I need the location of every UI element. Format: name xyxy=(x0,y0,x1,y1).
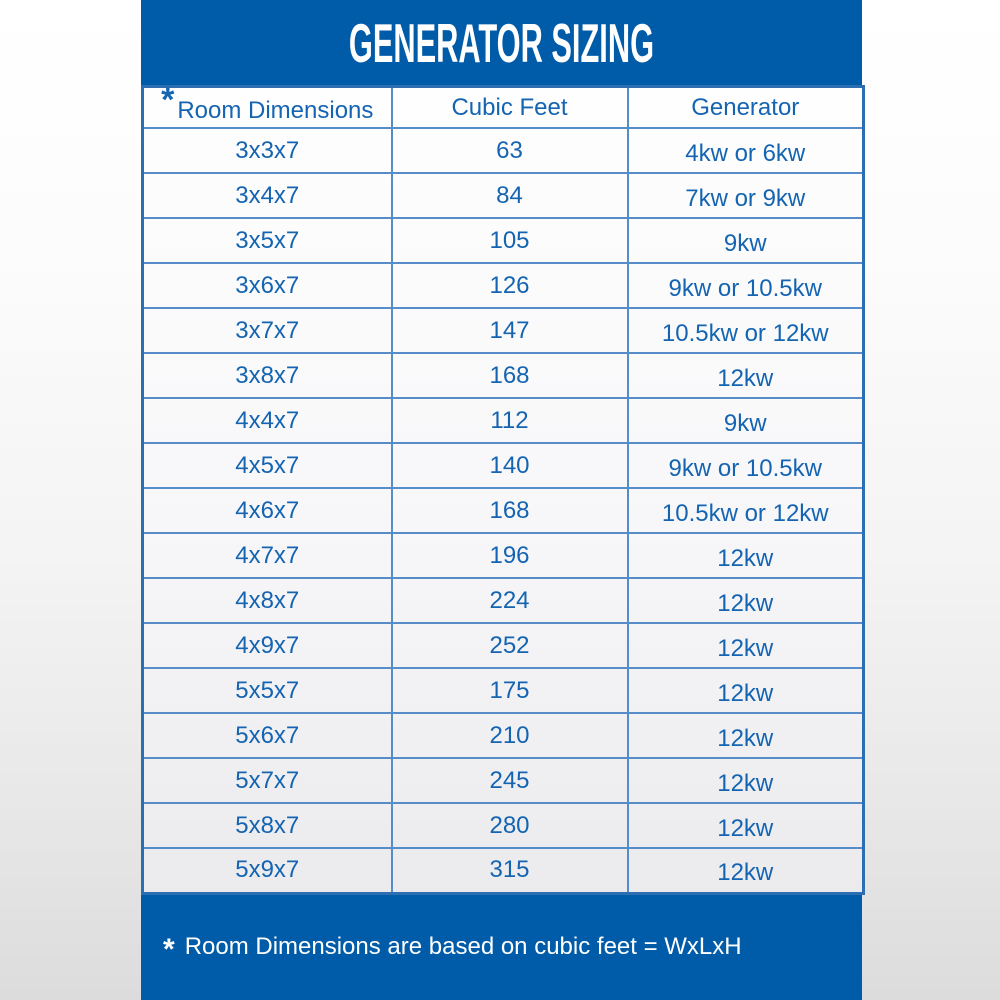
table-row xyxy=(143,128,864,173)
table-row xyxy=(143,623,864,668)
cell-room-dimensions: 4x7x7 xyxy=(143,533,392,578)
cell-cubic-feet: 175 xyxy=(392,668,628,713)
cell-room-dimensions: 4x5x7 xyxy=(143,443,392,488)
header-row xyxy=(143,87,864,129)
footnote-text: Room Dimensions are based on cubic feet = WxLxH xyxy=(184,932,742,960)
column-header-label: Room Dimensions xyxy=(177,97,374,124)
table-row xyxy=(143,533,864,578)
cell-generator: 12kw xyxy=(628,848,864,893)
cell-room-dimensions: 4x4x7 xyxy=(143,398,392,443)
cell-generator: 10.5kw or 12kw xyxy=(628,308,864,353)
cell-generator: 12kw xyxy=(628,803,864,848)
cell-cubic-feet: 196 xyxy=(392,533,628,578)
table-header xyxy=(143,81,864,129)
cell-cubic-feet: 147 xyxy=(392,308,628,353)
cell-generator: 12kw xyxy=(628,713,864,758)
cell-cubic-feet: 280 xyxy=(392,803,628,848)
cell-generator: 9kw xyxy=(628,398,864,443)
cell-cubic-feet: 252 xyxy=(392,623,628,668)
cell-generator: 12kw xyxy=(628,533,864,578)
table-row xyxy=(143,488,864,533)
cell-cubic-feet: 84 xyxy=(392,173,628,218)
cell-room-dimensions: 3x6x7 xyxy=(143,263,392,308)
cell-cubic-feet: 315 xyxy=(392,848,628,893)
page-title: GENERATOR SIZING xyxy=(348,11,655,74)
cell-generator: 12kw xyxy=(628,353,864,398)
table-row xyxy=(143,848,864,893)
cell-room-dimensions: 5x8x7 xyxy=(143,803,392,848)
cell-generator: 10.5kw or 12kw xyxy=(628,488,864,533)
table-row xyxy=(143,173,864,218)
cell-cubic-feet: 224 xyxy=(392,578,628,623)
cell-generator: 9kw or 10.5kw xyxy=(628,263,864,308)
table-row xyxy=(143,578,864,623)
cell-generator: 4kw or 6kw xyxy=(628,128,864,173)
cell-cubic-feet: 168 xyxy=(392,488,628,533)
cell-generator: 12kw xyxy=(628,623,864,668)
cell-room-dimensions: 5x9x7 xyxy=(143,848,392,893)
generator-sizing-panel xyxy=(141,0,862,1000)
cell-cubic-feet: 112 xyxy=(392,398,628,443)
title-band xyxy=(141,0,862,85)
cell-room-dimensions: 5x6x7 xyxy=(143,713,392,758)
table-row xyxy=(143,353,864,398)
cell-room-dimensions: 3x8x7 xyxy=(143,353,392,398)
table-row xyxy=(143,263,864,308)
table-row xyxy=(143,398,864,443)
cell-room-dimensions: 4x8x7 xyxy=(143,578,392,623)
cell-generator: 12kw xyxy=(628,668,864,713)
cell-generator: 12kw xyxy=(628,578,864,623)
footnote xyxy=(141,893,862,1000)
cell-room-dimensions: 3x3x7 xyxy=(143,128,392,173)
cell-cubic-feet: 210 xyxy=(392,713,628,758)
cell-room-dimensions: 3x5x7 xyxy=(143,218,392,263)
cell-cubic-feet: 126 xyxy=(392,263,628,308)
cell-generator: 12kw xyxy=(628,758,864,803)
asterisk-marker: * xyxy=(161,81,175,119)
cell-room-dimensions: 4x9x7 xyxy=(143,623,392,668)
cell-generator: 9kw xyxy=(628,218,864,263)
table-row xyxy=(143,668,864,713)
table-body xyxy=(143,128,864,893)
cell-room-dimensions: 5x5x7 xyxy=(143,668,392,713)
cell-cubic-feet: 245 xyxy=(392,758,628,803)
table-row xyxy=(143,803,864,848)
cell-cubic-feet: 63 xyxy=(392,128,628,173)
cell-cubic-feet: 140 xyxy=(392,443,628,488)
cell-room-dimensions: 5x7x7 xyxy=(143,758,392,803)
cell-generator: 7kw or 9kw xyxy=(628,173,864,218)
cell-room-dimensions: 4x6x7 xyxy=(143,488,392,533)
table-row xyxy=(143,443,864,488)
cell-cubic-feet: 105 xyxy=(392,218,628,263)
cell-room-dimensions: 3x7x7 xyxy=(143,308,392,353)
table-row xyxy=(143,713,864,758)
cell-room-dimensions: 3x4x7 xyxy=(143,173,392,218)
column-header-room-dimensions xyxy=(143,81,392,129)
table-row xyxy=(143,218,864,263)
sizing-table xyxy=(141,81,865,895)
table-row xyxy=(143,758,864,803)
table-row xyxy=(143,308,864,353)
cell-cubic-feet: 168 xyxy=(392,353,628,398)
column-header-generator: Generator xyxy=(628,87,864,129)
asterisk-marker: * xyxy=(163,932,175,966)
column-header-cubic-feet: Cubic Feet xyxy=(392,87,628,129)
cell-generator: 9kw or 10.5kw xyxy=(628,443,864,488)
